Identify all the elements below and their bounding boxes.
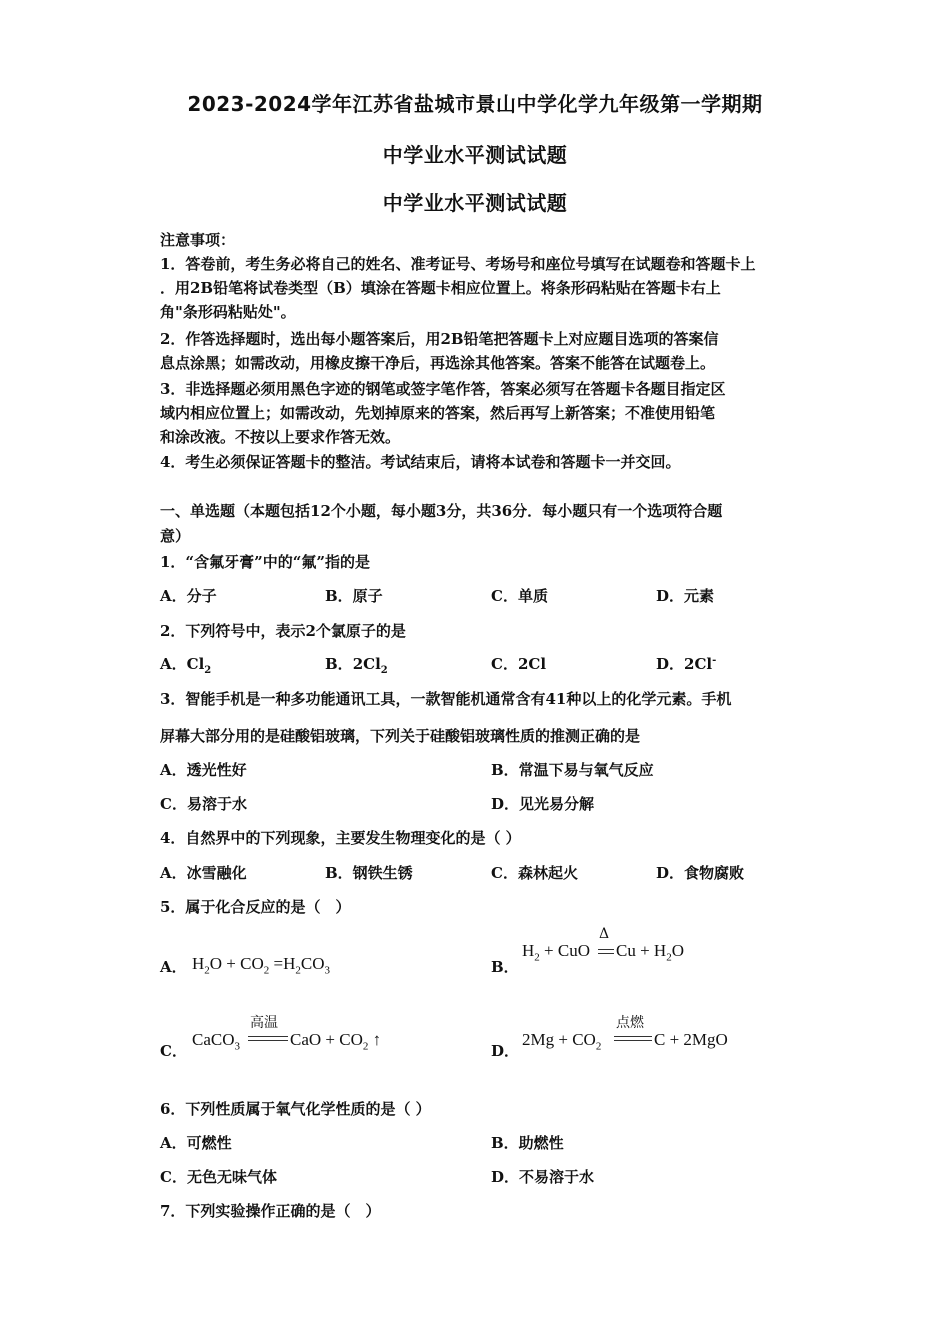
question-5-option-c-equals xyxy=(248,1036,288,1041)
exam-title-line1: 2023-2024学年江苏省盐城市景山中学化学九年级第一学期期 xyxy=(187,92,763,116)
question-1-stem: 1．“含氟牙膏”中的“氟”指的是 xyxy=(160,553,370,571)
question-5-option-d-condition: 点燃 xyxy=(616,1015,644,1031)
question-3-option-b[interactable]: B．常温下易与氧气反应 xyxy=(491,761,654,779)
question-6-stem: 6．下列性质属于氧气化学性质的是（ ） xyxy=(160,1100,431,1118)
question-3-option-c[interactable]: C．易溶于水 xyxy=(160,795,247,813)
question-5-option-b-equals xyxy=(598,949,614,954)
question-2-option-a[interactable]: A．$Cl_2$ xyxy=(160,655,212,676)
question-5-option-d-equation: $2Mg + CO_2$ xyxy=(522,1030,602,1053)
question-5-option-b-products: $Cu + H_2O$ xyxy=(616,941,684,964)
question-5-option-c-products: CaO + $CO_2$ ↑ xyxy=(290,1030,382,1053)
question-5-option-d-products: C + 2MgO xyxy=(654,1030,728,1049)
question-3-stem-cont: 屏幕大部分用的是硅酸铝玻璃，下列关于硅酸铝玻璃性质的推测正确的是 xyxy=(160,727,641,745)
section-heading: 一、单选题（本题包括12个小题，每小题3分，共36分．每小题只有一个选项符合题 xyxy=(160,502,723,520)
question-5-option-b-label[interactable]: B． xyxy=(491,958,519,976)
notice-line: 和涂改液。不按以上要求作答无效。 xyxy=(160,428,401,446)
question-4-option-b[interactable]: B．钢铁生锈 xyxy=(325,864,413,882)
question-5-option-b-equation: $H_2$ + CuO xyxy=(522,941,590,964)
question-3-stem: 3．智能手机是一种多功能通讯工具，一款智能机通常含有41种以上的化学元素。手机 xyxy=(160,690,732,708)
question-5-option-a-equation: $H_2O + CO_2 =H_2CO_3$ xyxy=(192,954,331,977)
notice-line: 1．答卷前，考生务必将自己的姓名、准考证号、考场号和座位号填写在试题卷和答题卡上 xyxy=(160,255,756,273)
notice-line: ．用2B铅笔将试卷类型（B）填涂在答题卡相应位置上。将条形码粘贴在答题卡右上 xyxy=(160,279,721,297)
question-5-option-d-label[interactable]: D． xyxy=(491,1042,520,1060)
notice-heading: 注意事项： xyxy=(160,231,236,249)
question-5-option-b-condition: Δ xyxy=(599,926,610,942)
exam-title-line3: 中学业水平测试试题 xyxy=(382,191,568,215)
question-4-option-c[interactable]: C．森林起火 xyxy=(491,864,578,882)
question-5-option-d-equals xyxy=(614,1036,652,1041)
question-2-stem: 2．下列符号中，表示2个氯原子的是 xyxy=(160,622,406,640)
question-1-option-c[interactable]: C．单质 xyxy=(491,587,548,605)
question-5-stem: 5．属于化合反应的是（ ） xyxy=(160,898,351,916)
notice-line: 角"条形码粘贴处"。 xyxy=(160,303,296,321)
question-4-option-a[interactable]: A．冰雪融化 xyxy=(160,864,247,882)
question-5-option-c-label[interactable]: C． xyxy=(160,1042,187,1060)
question-4-stem: 4．自然界中的下列现象，主要发生物理变化的是（ ） xyxy=(160,829,521,847)
notice-line: 息点涂黑；如需改动，用橡皮擦干净后，再选涂其他答案。答案不能答在试题卷上。 xyxy=(160,354,716,372)
question-6-option-d[interactable]: D．不易溶于水 xyxy=(491,1168,595,1186)
question-7-stem: 7．下列实验操作正确的是（ ） xyxy=(160,1202,381,1220)
exam-title-line2: 中学业水平测试试题 xyxy=(382,143,568,167)
question-6-option-a[interactable]: A．可燃性 xyxy=(160,1134,232,1152)
notice-line: 3．非选择题必须用黑色字迹的钢笔或签字笔作答，答案必须写在答题卡各题目指定区 xyxy=(160,380,726,398)
question-1-option-b[interactable]: B．原子 xyxy=(325,587,383,605)
question-5-option-c-condition: 高温 xyxy=(250,1015,278,1031)
notice-line: 2．作答选择题时，选出每小题答案后，用2B铅笔把答题卡上对应题目选项的答案信 xyxy=(160,330,719,348)
question-4-option-d[interactable]: D．食物腐败 xyxy=(656,864,745,882)
question-1-option-a[interactable]: A．分子 xyxy=(160,587,217,605)
question-3-option-d[interactable]: D．见光易分解 xyxy=(491,795,595,813)
question-5-option-c-equation: CaCO$_3$ xyxy=(192,1030,240,1053)
question-2-option-c[interactable]: C．2Cl xyxy=(491,655,547,673)
question-1-option-d[interactable]: D．元素 xyxy=(656,587,715,605)
question-6-option-c[interactable]: C．无色无味气体 xyxy=(160,1168,277,1186)
question-6-option-b[interactable]: B．助燃性 xyxy=(491,1134,564,1152)
notice-line: 4．考生必须保证答题卡的整洁。考试结束后，请将本试卷和答题卡一并交回。 xyxy=(160,453,681,471)
section-heading-cont: 意） xyxy=(160,527,191,545)
question-2-option-b[interactable]: B．$2Cl_2$ xyxy=(325,655,388,676)
notice-line: 域内相应位置上；如需改动，先划掉原来的答案，然后再写上新答案；不准使用铅笔 xyxy=(160,404,716,422)
question-2-option-d[interactable]: D．2Cl- xyxy=(656,655,717,673)
question-3-option-a[interactable]: A．透光性好 xyxy=(160,761,247,779)
question-5-option-a-label[interactable]: A． xyxy=(160,958,187,976)
